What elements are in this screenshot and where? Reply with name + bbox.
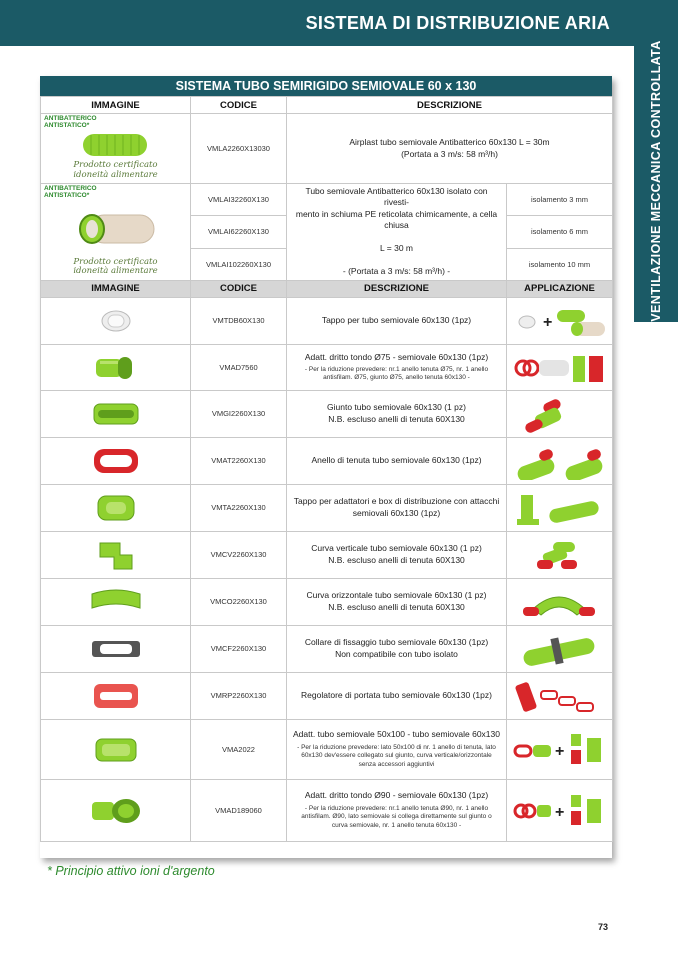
joint-icon: [86, 396, 146, 432]
product-code: VMLAI32260X130: [191, 184, 287, 216]
application-image-cell: [507, 625, 613, 672]
page-section-title: SISTEMA DI DISTRIBUZIONE ARIA: [305, 13, 610, 33]
product-description-cell: [287, 437, 507, 484]
product-description-cell: [287, 484, 507, 531]
product-code: VMLAI102260X130: [191, 248, 287, 280]
application-image-cell: [507, 672, 613, 719]
food-grade-certificate: Prodotto certificato idoneità alimentare: [73, 160, 158, 180]
application-image-cell: [507, 719, 613, 779]
table-row: [41, 484, 613, 531]
product-description-cell: [287, 531, 507, 578]
flow-regulator-application-icon: [513, 677, 607, 715]
application-image-cell: [507, 578, 613, 625]
accessory-rows: [41, 297, 613, 841]
product-code: VMLA2260X13030: [191, 114, 287, 184]
product-code: VMLAI62260X130: [191, 216, 287, 248]
cap-application-icon: [513, 302, 607, 340]
insulated-pipe-icon: [76, 212, 156, 246]
product-description: Collare di fissaggio tubo semiovale 60x130 (1pz) Non compatibile con tubo isolato: [304, 637, 489, 659]
product-image-cell: [41, 297, 191, 344]
product-description: Tappo per tubo semiovale 60x130 (1pz): [321, 315, 472, 326]
product-description-cell: [287, 672, 507, 719]
table-row: [41, 672, 613, 719]
product-description: Adatt. dritto tondo Ø90 - semiovale 60x130 (1pz): [304, 790, 489, 801]
product-table: [40, 96, 613, 842]
adapter-90-application-icon: [513, 791, 607, 829]
col-header-code: CODICE: [191, 280, 287, 297]
product-code: VMTA2260X130: [191, 484, 287, 531]
table-row: [41, 625, 613, 672]
product-code: VMAT2260X130: [191, 437, 287, 484]
product-description: Giunto tubo semiovale 60x130 (1 pz) N.B. escluso anelli di tenuta 60X130: [327, 402, 466, 424]
product-image-cell: [41, 719, 191, 779]
sheet-title: SISTEMA TUBO SEMIRIGIDO SEMIOVALE 60 x 130: [40, 76, 612, 96]
application-image-cell: [507, 297, 613, 344]
side-tab: [634, 40, 678, 322]
product-image-cell: [41, 484, 191, 531]
application-image-cell: [507, 390, 613, 437]
product-description-cell: [287, 779, 507, 841]
product-image-cell: [41, 344, 191, 390]
application-image-cell: [507, 437, 613, 484]
product-description-cell: [287, 625, 507, 672]
product-description: Adatt. tubo semiovale 50x100 - tubo semiovale 60x130: [293, 729, 500, 740]
side-tab-label: VENTILAZIONE MECCANICA CONTROLLATA: [649, 40, 663, 322]
table-row: [41, 779, 613, 841]
table-row: [41, 719, 613, 779]
insulation-thickness: isolamento 6 mm: [507, 216, 613, 248]
vertical-bend-icon: [86, 537, 146, 573]
product-code: VMCV2260X130: [191, 531, 287, 578]
col-header-description: DESCRIZIONE: [287, 97, 613, 114]
application-image-cell: [507, 344, 613, 390]
insulation-thickness: isolamento 3 mm: [507, 184, 613, 216]
product-image-cell: [41, 390, 191, 437]
adapter-75-application-icon: [513, 348, 607, 386]
col-header-description: DESCRIZIONE: [287, 280, 507, 297]
horizontal-bend-icon: [86, 584, 146, 620]
col-header-image: IMMAGINE: [41, 280, 191, 297]
product-code: VMAD189060: [191, 779, 287, 841]
product-note: - Per la riduzione prevedere: nr.1 anello tenuta Ø90, nr. 1 anello antisfilam. Ø90, lato semiovale si collega direttamente sul giunto o curva semiovale, nr. 1 anello tenuta 60x130 -: [301, 804, 492, 829]
application-image-cell: [507, 484, 613, 531]
product-description-cell: [287, 719, 507, 779]
product-sheet: [40, 76, 612, 858]
product-description: Curva verticale tubo semiovale 60x130 (1 pz) N.B. escluso anelli di tenuta 60X130: [311, 543, 482, 565]
adapter-90-icon: [86, 792, 146, 828]
table-row: [41, 578, 613, 625]
reducer-adapter-icon: [86, 731, 146, 767]
product-code: VMCO2260X130: [191, 578, 287, 625]
table-row: [41, 531, 613, 578]
product-code: VMA2022: [191, 719, 287, 779]
product-description-cell: [287, 344, 507, 390]
product-code: VMGI2260X130: [191, 390, 287, 437]
product-image-cell: [41, 672, 191, 719]
insulation-thickness: isolamento 10 mm: [507, 248, 613, 280]
end-cap-icon: [86, 303, 146, 339]
vertical-bend-application-icon: [513, 536, 607, 574]
seal-ring-application-icon: [513, 442, 607, 480]
product-description-cell: [287, 578, 507, 625]
product-description: Tappo per adattatori e box di distribuzione con attacchi semiovali 60x130 (1pz): [293, 496, 500, 518]
adapter-75-icon: [86, 349, 146, 385]
svg-text:+: +: [554, 743, 564, 761]
application-image-cell: [507, 779, 613, 841]
reducer-adapter-application-icon: [513, 730, 607, 768]
product-image-cell: [41, 779, 191, 841]
horizontal-bend-application-icon: [513, 583, 607, 621]
fixing-collar-application-icon: [513, 630, 607, 668]
product-image-cell: [41, 625, 191, 672]
col-header-code: CODICE: [191, 97, 287, 114]
product-code: VMCF2260X130: [191, 625, 287, 672]
col-header-image: IMMAGINE: [41, 97, 191, 114]
page-number: 73: [598, 922, 609, 932]
product-image-cell: [41, 114, 191, 184]
product-description-cell: [287, 390, 507, 437]
product-image-cell: [41, 437, 191, 484]
table-row: [41, 297, 613, 344]
product-description: Airplast tubo semiovale Antibatterico 60x130 L = 30m (Portata a 3 m/s: 58 m³/h): [287, 114, 613, 184]
adapter-cap-icon: [86, 490, 146, 526]
product-note: - Per la riduzione prevedere: nr.1 anello tenuta Ø75, nr. 1 anello antisfilam. Ø75, giunto Ø75, anello tenuta 60x130 -: [304, 366, 489, 382]
adapter-cap-application-icon: [513, 489, 607, 527]
application-image-cell: [507, 531, 613, 578]
fixing-collar-icon: [86, 631, 146, 667]
top-banner: [0, 0, 678, 46]
product-description: Regolatore di portata tubo semiovale 60x130 (1pz): [301, 690, 492, 701]
product-image-cell: [41, 184, 191, 281]
product-code: VMAD7560: [191, 344, 287, 390]
product-code: VMTDB60X130: [191, 297, 287, 344]
semioval-pipe-icon: [81, 130, 151, 160]
product-description: Tubo semiovale Antibatterico 60x130 isolato con rivesti- mento in schiuma PE reticolata chimicamente, a cella chiusa L = 30 m - (Portata a 3 m/s: 58 m³/h) -: [287, 184, 507, 281]
product-description: Adatt. dritto tondo Ø75 - semiovale 60x130 (1pz): [304, 351, 489, 362]
seal-ring-icon: [86, 443, 146, 479]
product-image-cell: [41, 531, 191, 578]
antibacterial-badge: ANTIBATTERICO ANTISTATICO*: [44, 185, 97, 199]
product-description: Curva orizzontale tubo semiovale 60x130 (1 pz) N.B. escluso anelli di tenuta 60X130: [306, 590, 487, 612]
footnote: * Principio attivo ioni d'argento: [47, 864, 215, 878]
table-row: [41, 344, 613, 390]
table-row: [41, 437, 613, 484]
food-grade-certificate: Prodotto certificato idoneità alimentare: [73, 257, 158, 277]
product-description: Anello di tenuta tubo semiovale 60x130 (1pz): [311, 455, 482, 466]
product-note: - Per la riduzione prevedere: lato 50x100 di nr. 1 anello di tenuta, lato 60x130 dev'essere collegato sul giunto, curva verticale/orizzontale senza accessori aggiuntivi: [297, 743, 496, 768]
svg-text:+: +: [542, 313, 552, 331]
table-row: [41, 390, 613, 437]
product-image-cell: [41, 578, 191, 625]
svg-text:+: +: [554, 804, 564, 822]
antibacterial-badge: ANTIBATTERICO ANTISTATICO*: [44, 115, 97, 129]
flow-regulator-icon: [86, 678, 146, 714]
col-header-application: APPLICAZIONE: [507, 280, 613, 297]
product-code: VMRP2260X130: [191, 672, 287, 719]
product-description-cell: [287, 297, 507, 344]
joint-application-icon: [513, 395, 607, 433]
